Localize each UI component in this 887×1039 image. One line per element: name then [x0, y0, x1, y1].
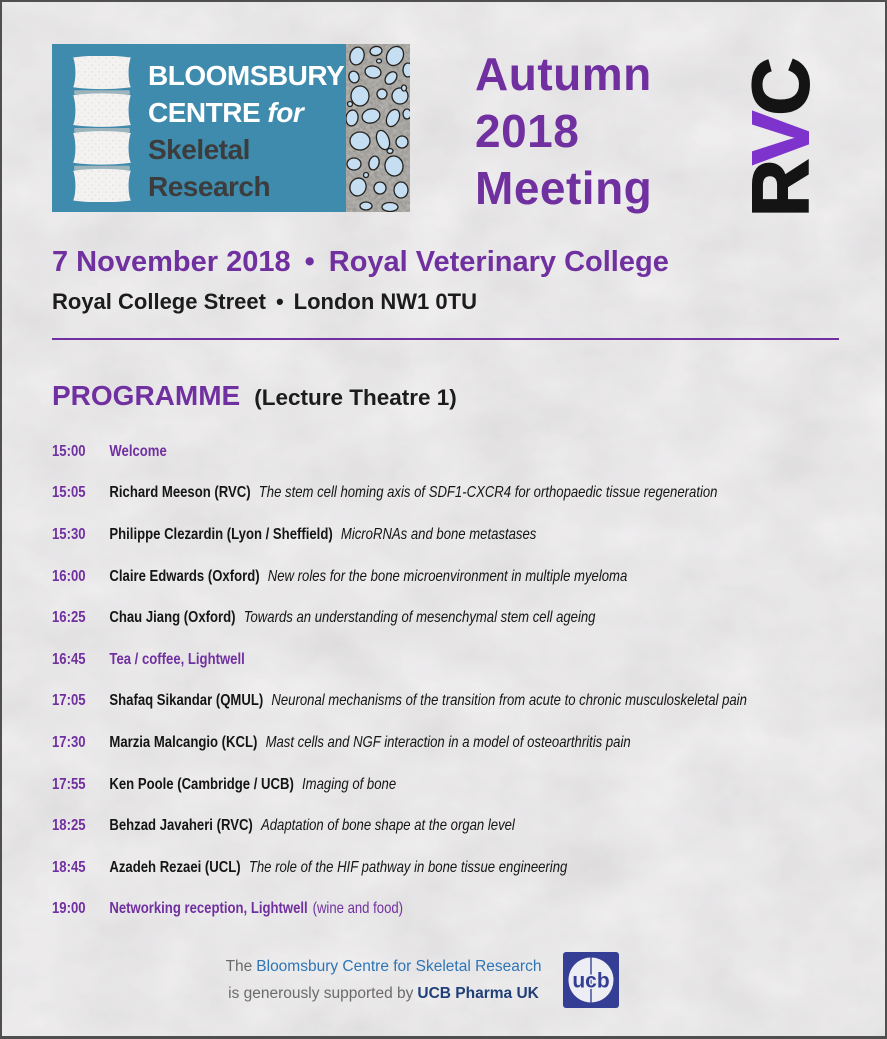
- programme-speaker: Claire Edwards (Oxford): [109, 567, 260, 585]
- meeting-title-line1: Autumn: [475, 48, 652, 100]
- programme-talk-title: The stem cell homing axis of SDF1-CXCR4 for orthopaedic tissue regeneration: [258, 484, 718, 502]
- rvc-letter-c: C: [736, 61, 825, 116]
- programme-row: [52, 764, 852, 806]
- bcsr-line3: Skeletal: [148, 134, 250, 165]
- programme-speaker: Azadeh Rezaei (UCL): [109, 858, 241, 876]
- bcsr-logo-panel: [52, 44, 346, 212]
- programme-speaker: Shafaq Sikandar (QMUL): [109, 692, 264, 710]
- programme-time: 16:00: [52, 567, 86, 585]
- programme-row: [52, 556, 852, 598]
- programme-break-note: (wine and food): [312, 900, 404, 918]
- programme-time: 18:25: [52, 817, 86, 835]
- programme-talk-title: Towards an understanding of mesenchymal stem cell ageing: [243, 609, 596, 627]
- programme-time: 15:00: [52, 442, 86, 460]
- programme-break-label: Welcome: [109, 442, 167, 460]
- programme-heading: PROGRAMME: [52, 380, 241, 411]
- bcsr-link[interactable]: Bloomsbury Centre for Skeletal Research: [256, 958, 542, 975]
- programme-speaker: Marzia Malcangio (KCL): [109, 733, 258, 751]
- event-address-line: [52, 289, 669, 315]
- programme-row: [52, 473, 852, 515]
- event-date: 7 November 2018: [52, 246, 291, 278]
- meeting-title-line3: Meeting: [475, 162, 653, 214]
- programme-row: [52, 431, 852, 473]
- rvc-logo-text: [736, 61, 825, 217]
- programme-row: [52, 889, 852, 931]
- bcsr-line2: CENTRE for: [148, 97, 304, 128]
- programme-speaker: Ken Poole (Cambridge / UCB): [109, 775, 294, 793]
- ucb-logo: [563, 952, 619, 1008]
- programme-talk-title: Mast cells and NGF interaction in a model of osteoarthritis pain: [265, 733, 631, 751]
- divider-rule: [52, 338, 839, 340]
- event-street: Royal College Street: [52, 289, 266, 314]
- programme-list: [52, 431, 852, 930]
- programme-talk-title: New roles for the bone microenvironment in multiple myeloma: [267, 567, 628, 585]
- bcsr-logo: [52, 44, 410, 212]
- programme-time: 15:30: [52, 525, 86, 543]
- programme-row: [52, 597, 852, 639]
- programme-talk-title: The role of the HIF pathway in bone tissue engineering: [248, 858, 568, 876]
- event-date-line: [52, 246, 669, 279]
- bcsr-line1: BLOOMSBURY: [148, 60, 345, 91]
- programme-speaker: Philippe Clezardin (Lyon / Sheffield): [109, 525, 333, 543]
- programme-talk-title: Neuronal mechanisms of the transition from acute to chronic musculoskeletal pain: [271, 692, 747, 710]
- event-venue: Royal Veterinary College: [328, 246, 669, 278]
- programme-time: 18:45: [52, 858, 86, 876]
- programme-talk-title: Imaging of bone: [302, 775, 397, 793]
- bcsr-for-word: for: [267, 97, 304, 128]
- programme-header: [52, 380, 457, 412]
- meeting-title: [475, 46, 652, 217]
- programme-speaker: Behzad Javaheri (RVC): [109, 817, 253, 835]
- event-info: [52, 246, 669, 315]
- programme-speaker: Richard Meeson (RVC): [109, 484, 251, 502]
- bullet-separator: •: [304, 246, 315, 278]
- spine-icon: [68, 56, 136, 202]
- ucb-logo-text: ucb: [572, 969, 611, 993]
- rvc-letter-r: R: [736, 164, 825, 217]
- programme-break-label: Tea / coffee, Lightwell: [109, 650, 245, 668]
- footer-line1: [226, 953, 542, 980]
- programme-row: [52, 805, 852, 847]
- programme-time: 17:30: [52, 733, 86, 751]
- programme-time: 17:55: [52, 775, 86, 793]
- footer-line2: [226, 980, 542, 1007]
- sponsor-name: UCB Pharma UK: [417, 985, 539, 1002]
- event-city: London NW1 0TU: [293, 289, 477, 314]
- programme-row: [52, 847, 852, 889]
- programme-speaker: Chau Jiang (Oxford): [109, 609, 236, 627]
- programme-row: [52, 639, 852, 681]
- bullet-separator: •: [275, 289, 284, 314]
- bcsr-logo-text: [148, 57, 344, 205]
- programme-talk-title: Adaptation of bone shape at the organ level: [260, 817, 515, 835]
- programme-subheading: (Lecture Theatre 1): [254, 385, 457, 410]
- rvc-letter-v: V: [736, 115, 825, 165]
- footer-credit: [226, 953, 542, 1007]
- footer-prefix: The: [225, 958, 253, 975]
- bcsr-line4: Research: [148, 171, 271, 202]
- footer-support-text: is generously supported by: [228, 985, 414, 1002]
- programme-time: 17:05: [52, 692, 86, 710]
- programme-row: [52, 681, 852, 723]
- programme-row: [52, 514, 852, 556]
- programme-break-label: Networking reception, Lightwell: [109, 900, 308, 918]
- bone-histology-image: [346, 44, 410, 212]
- programme-time: 16:25: [52, 609, 86, 627]
- meeting-title-line2: 2018: [475, 105, 580, 157]
- programme-talk-title: MicroRNAs and bone metastases: [340, 525, 537, 543]
- footer: [0, 952, 864, 1008]
- programme-time: 19:00: [52, 900, 86, 918]
- programme-row: [52, 722, 852, 764]
- programme-time: 15:05: [52, 484, 86, 502]
- programme-time: 16:45: [52, 650, 86, 668]
